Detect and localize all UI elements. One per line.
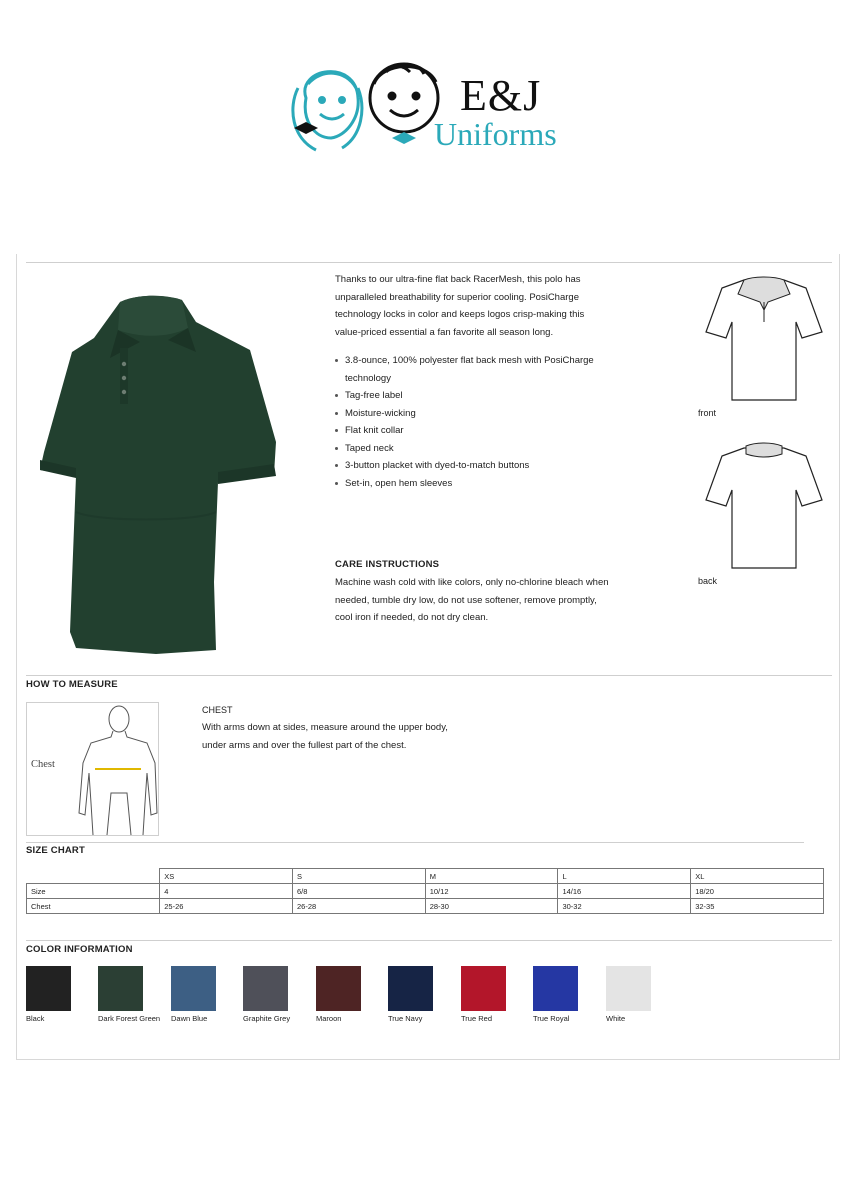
table-row [27, 899, 824, 914]
feature-item: 3-button placket with dyed-to-match buttons [335, 457, 610, 475]
size-header: S [292, 869, 425, 884]
table-cell: 18/20 [691, 884, 824, 899]
color-swatch [533, 966, 578, 1011]
care-text: Machine wash cold with like colors, only no-chlorine bleach when needed, tumble dry low, do not use softener, remove promptly, cool iron if needed, do not dry clean. [335, 577, 609, 623]
size-header: XL [691, 869, 824, 884]
row-label: Size [27, 884, 160, 899]
table-cell: 28-30 [425, 899, 558, 914]
color-name: True Red [461, 1014, 492, 1023]
chest-line-1: With arms down at sides, measure around the upper body, [202, 722, 448, 733]
color-swatch [26, 966, 71, 1011]
color-swatch [316, 966, 361, 1011]
back-label: back [698, 576, 718, 586]
brand-subtitle: Uniforms [434, 116, 557, 152]
feature-item: Moisture-wicking [335, 405, 610, 423]
measure-title: HOW TO MEASURE [26, 679, 118, 690]
color-name: Dark Forest Green [98, 1014, 161, 1023]
color-name: Graphite Grey [243, 1014, 291, 1023]
size-header: XS [160, 869, 293, 884]
color-info-title: COLOR INFORMATION [26, 944, 133, 955]
polo-shirt-image [36, 292, 282, 658]
row-label: Chest [27, 899, 160, 914]
color-swatch [243, 966, 288, 1011]
color-divider [26, 940, 832, 941]
color-swatch [388, 966, 433, 1011]
table-cell: 25-26 [160, 899, 293, 914]
size-header-row [27, 869, 824, 884]
table-cell: 4 [160, 884, 293, 899]
color-swatch [171, 966, 216, 1011]
size-header: M [425, 869, 558, 884]
care-title: CARE INSTRUCTIONS [335, 559, 440, 570]
feature-item: Flat knit collar [335, 422, 610, 440]
measure-divider [26, 675, 832, 676]
size-chart-title: SIZE CHART [26, 845, 85, 856]
color-name: True Royal [533, 1014, 570, 1023]
front-label: front [698, 408, 717, 418]
chest-line-2: under arms and over the fullest part of the chest. [202, 740, 407, 751]
color-name: Dawn Blue [171, 1014, 208, 1023]
color-name: Maroon [316, 1014, 342, 1023]
feature-item: 3.8-ounce, 100% polyester flat back mesh with PosiCharge technology [335, 352, 610, 387]
feature-item: Set-in, open hem sleeves [335, 475, 610, 493]
color-swatch [461, 966, 506, 1011]
size-header: L [558, 869, 691, 884]
color-name: White [606, 1014, 626, 1023]
feature-item: Taped neck [335, 440, 610, 458]
table-cell: 26-28 [292, 899, 425, 914]
feature-list [335, 352, 610, 492]
girl-face-icon [293, 72, 362, 150]
empty-cell [27, 869, 160, 884]
table-cell: 32-35 [691, 899, 824, 914]
table-cell: 14/16 [558, 884, 691, 899]
chest-figure-label: Chest [31, 759, 55, 770]
chest-heading: CHEST [202, 705, 233, 715]
top-divider [26, 262, 832, 263]
back-sketch-image [704, 440, 824, 572]
measure-figure-frame [26, 702, 159, 836]
size-divider [26, 842, 804, 843]
color-name: True Navy [388, 1014, 423, 1023]
feature-item: Tag-free label [335, 387, 610, 405]
boy-face-icon [370, 64, 438, 132]
table-cell: 30-32 [558, 899, 691, 914]
table-row [27, 884, 824, 899]
teal-bow-tie-icon [392, 132, 416, 144]
product-description: Thanks to our ultra-fine flat back RacerMesh, this polo has unparalleled breathability for superior cooling. PosiCharge technology locks in color and keeps logos crisp-making this value-priced essential a fan favorite all season long. [335, 274, 585, 338]
size-chart-table [26, 868, 824, 914]
color-name: Black [26, 1014, 45, 1023]
table-cell: 6/8 [292, 884, 425, 899]
color-swatch [98, 966, 143, 1011]
brand-name: E&J [460, 71, 542, 120]
table-cell: 10/12 [425, 884, 558, 899]
color-swatch [606, 966, 651, 1011]
front-sketch-image [704, 272, 824, 404]
